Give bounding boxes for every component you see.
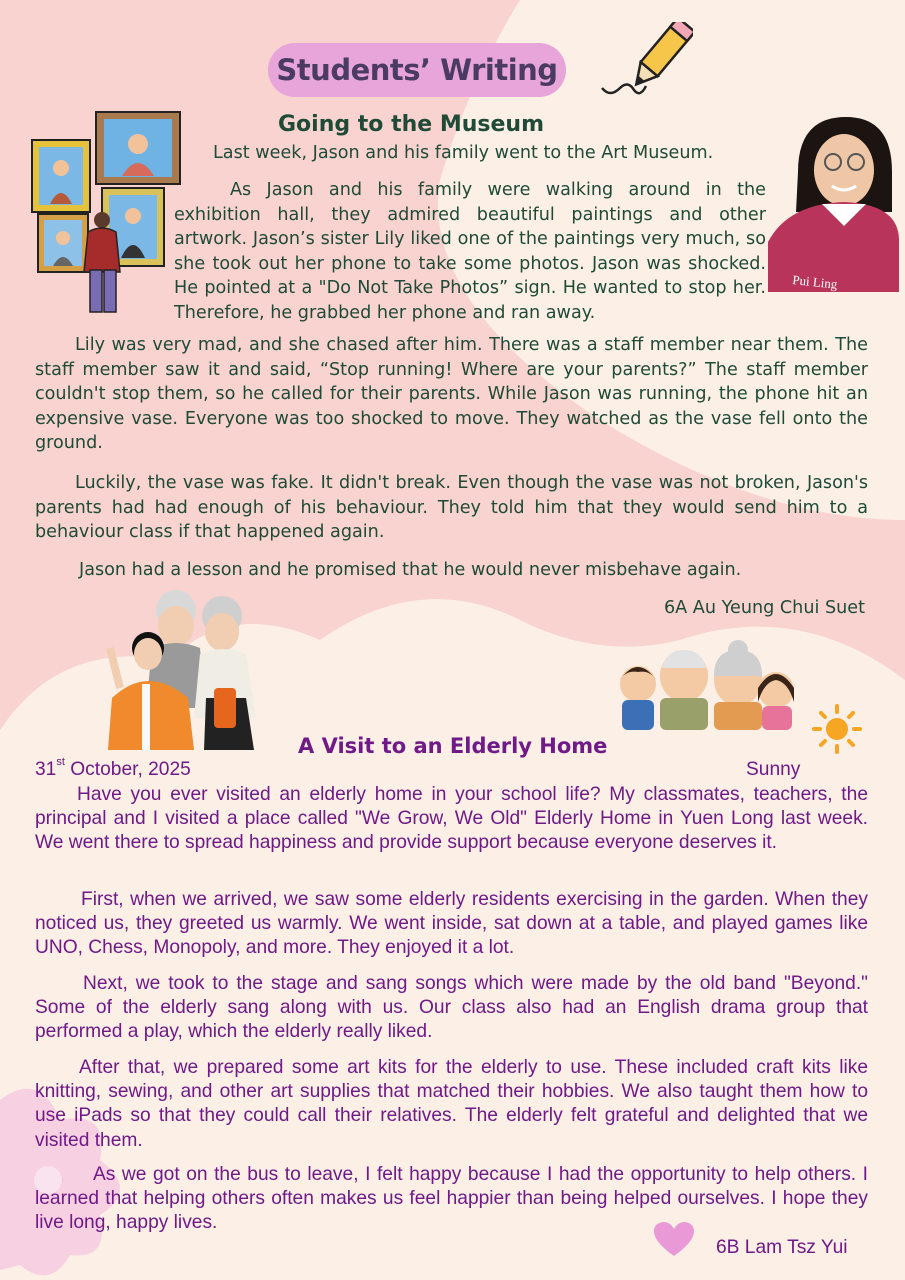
student-photo: [768, 112, 899, 292]
story1-author: 6A Au Yeung Chui Suet: [663, 598, 865, 618]
section-title: Students’ Writing: [268, 43, 566, 97]
story2-paragraph-5: As we got on the bus to leave, I felt happy because I had the opportunity to help others. I learned that helping others often makes us feel happier than being helped ourselves. I hope they live long, happy lives.: [35, 1164, 868, 1234]
story1-paragraph-3: Luckily, the vase was fake. It didn't break. Even though the vase was not broken, Jason's parents had had enough of his behaviour. They told him that they would send him to a behaviour class if that happened again.: [35, 473, 868, 542]
story1-paragraph-4: Jason had a lesson and he promised that he would never misbehave again.: [79, 560, 742, 580]
story2-title: A Visit to an Elderly Home: [298, 734, 608, 758]
story1-paragraph-2: Lily was very mad, and she chased after him. There was a staff member near them. The staff member saw it and said, “Stop running! Where are your parents?” The staff member couldn't stop them, so he called for their parents. While Jason was running, the phone hit an expensive vase. Everyone was too shocked to move. They watched as the vase fell onto the ground.: [35, 335, 868, 453]
story2-date: 31st October, 2025: [35, 756, 191, 780]
story2-author: 6B Lam Tsz Yui: [716, 1237, 848, 1258]
story2-paragraph-3: Next, we took to the stage and sang songs which were made by the old band "Beyond." Some of the elderly sang along with us. Our class also had an English drama group that performed a play, which the elderly really liked.: [35, 973, 868, 1043]
sun-icon: [812, 704, 862, 754]
museum-paintings-illustration: [28, 110, 183, 315]
grandparents-photo: [98, 588, 258, 750]
story2-paragraph-4: After that, we prepared some art kits for the elderly to use. These included craft kits like knitting, sewing, and other art supplies that matched their hobbies. We also taught them how to use iPads so that they could call their relatives. The elderly felt grateful and delighted that we visited them.: [35, 1057, 868, 1151]
story1-title: Going to the Museum: [278, 112, 544, 137]
story2-paragraph-1: Have you ever visited an elderly home in your school life? My classmates, teachers, the principal and I visited a place called "We Grow, We Old" Elderly Home in Yuen Long last week. We went there to spread happiness and provide support because everyone deserves it.: [35, 784, 868, 854]
story1-intro: Last week, Jason and his family went to the Art Museum.: [213, 143, 714, 163]
family-illustration: [616, 640, 798, 730]
story2-paragraph-2: First, when we arrived, we saw some elderly residents exercising in the garden. When they noticed us, they greeted us warmly. We went inside, sat down at a table, and played games like UNO, Chess, Monopoly, and more. They enjoyed it a lot.: [35, 889, 868, 959]
story2-weather: Sunny: [746, 759, 801, 780]
story1-paragraph-1: As Jason and his family were walking around in the exhibition hall, they admired beautiful paintings and other artwork. Jason’s sister Lily liked one of the paintings very much, so she took out her phone to take some photos. Jason was shocked. He pointed at a "Do Not Take Photos” sign. He wanted to stop her. Therefore, he grabbed her phone and ran away.: [174, 180, 766, 323]
pencil-icon: [598, 22, 693, 102]
apron-text: Pui Ling: [791, 272, 839, 292]
heart-icon: [654, 1222, 694, 1258]
